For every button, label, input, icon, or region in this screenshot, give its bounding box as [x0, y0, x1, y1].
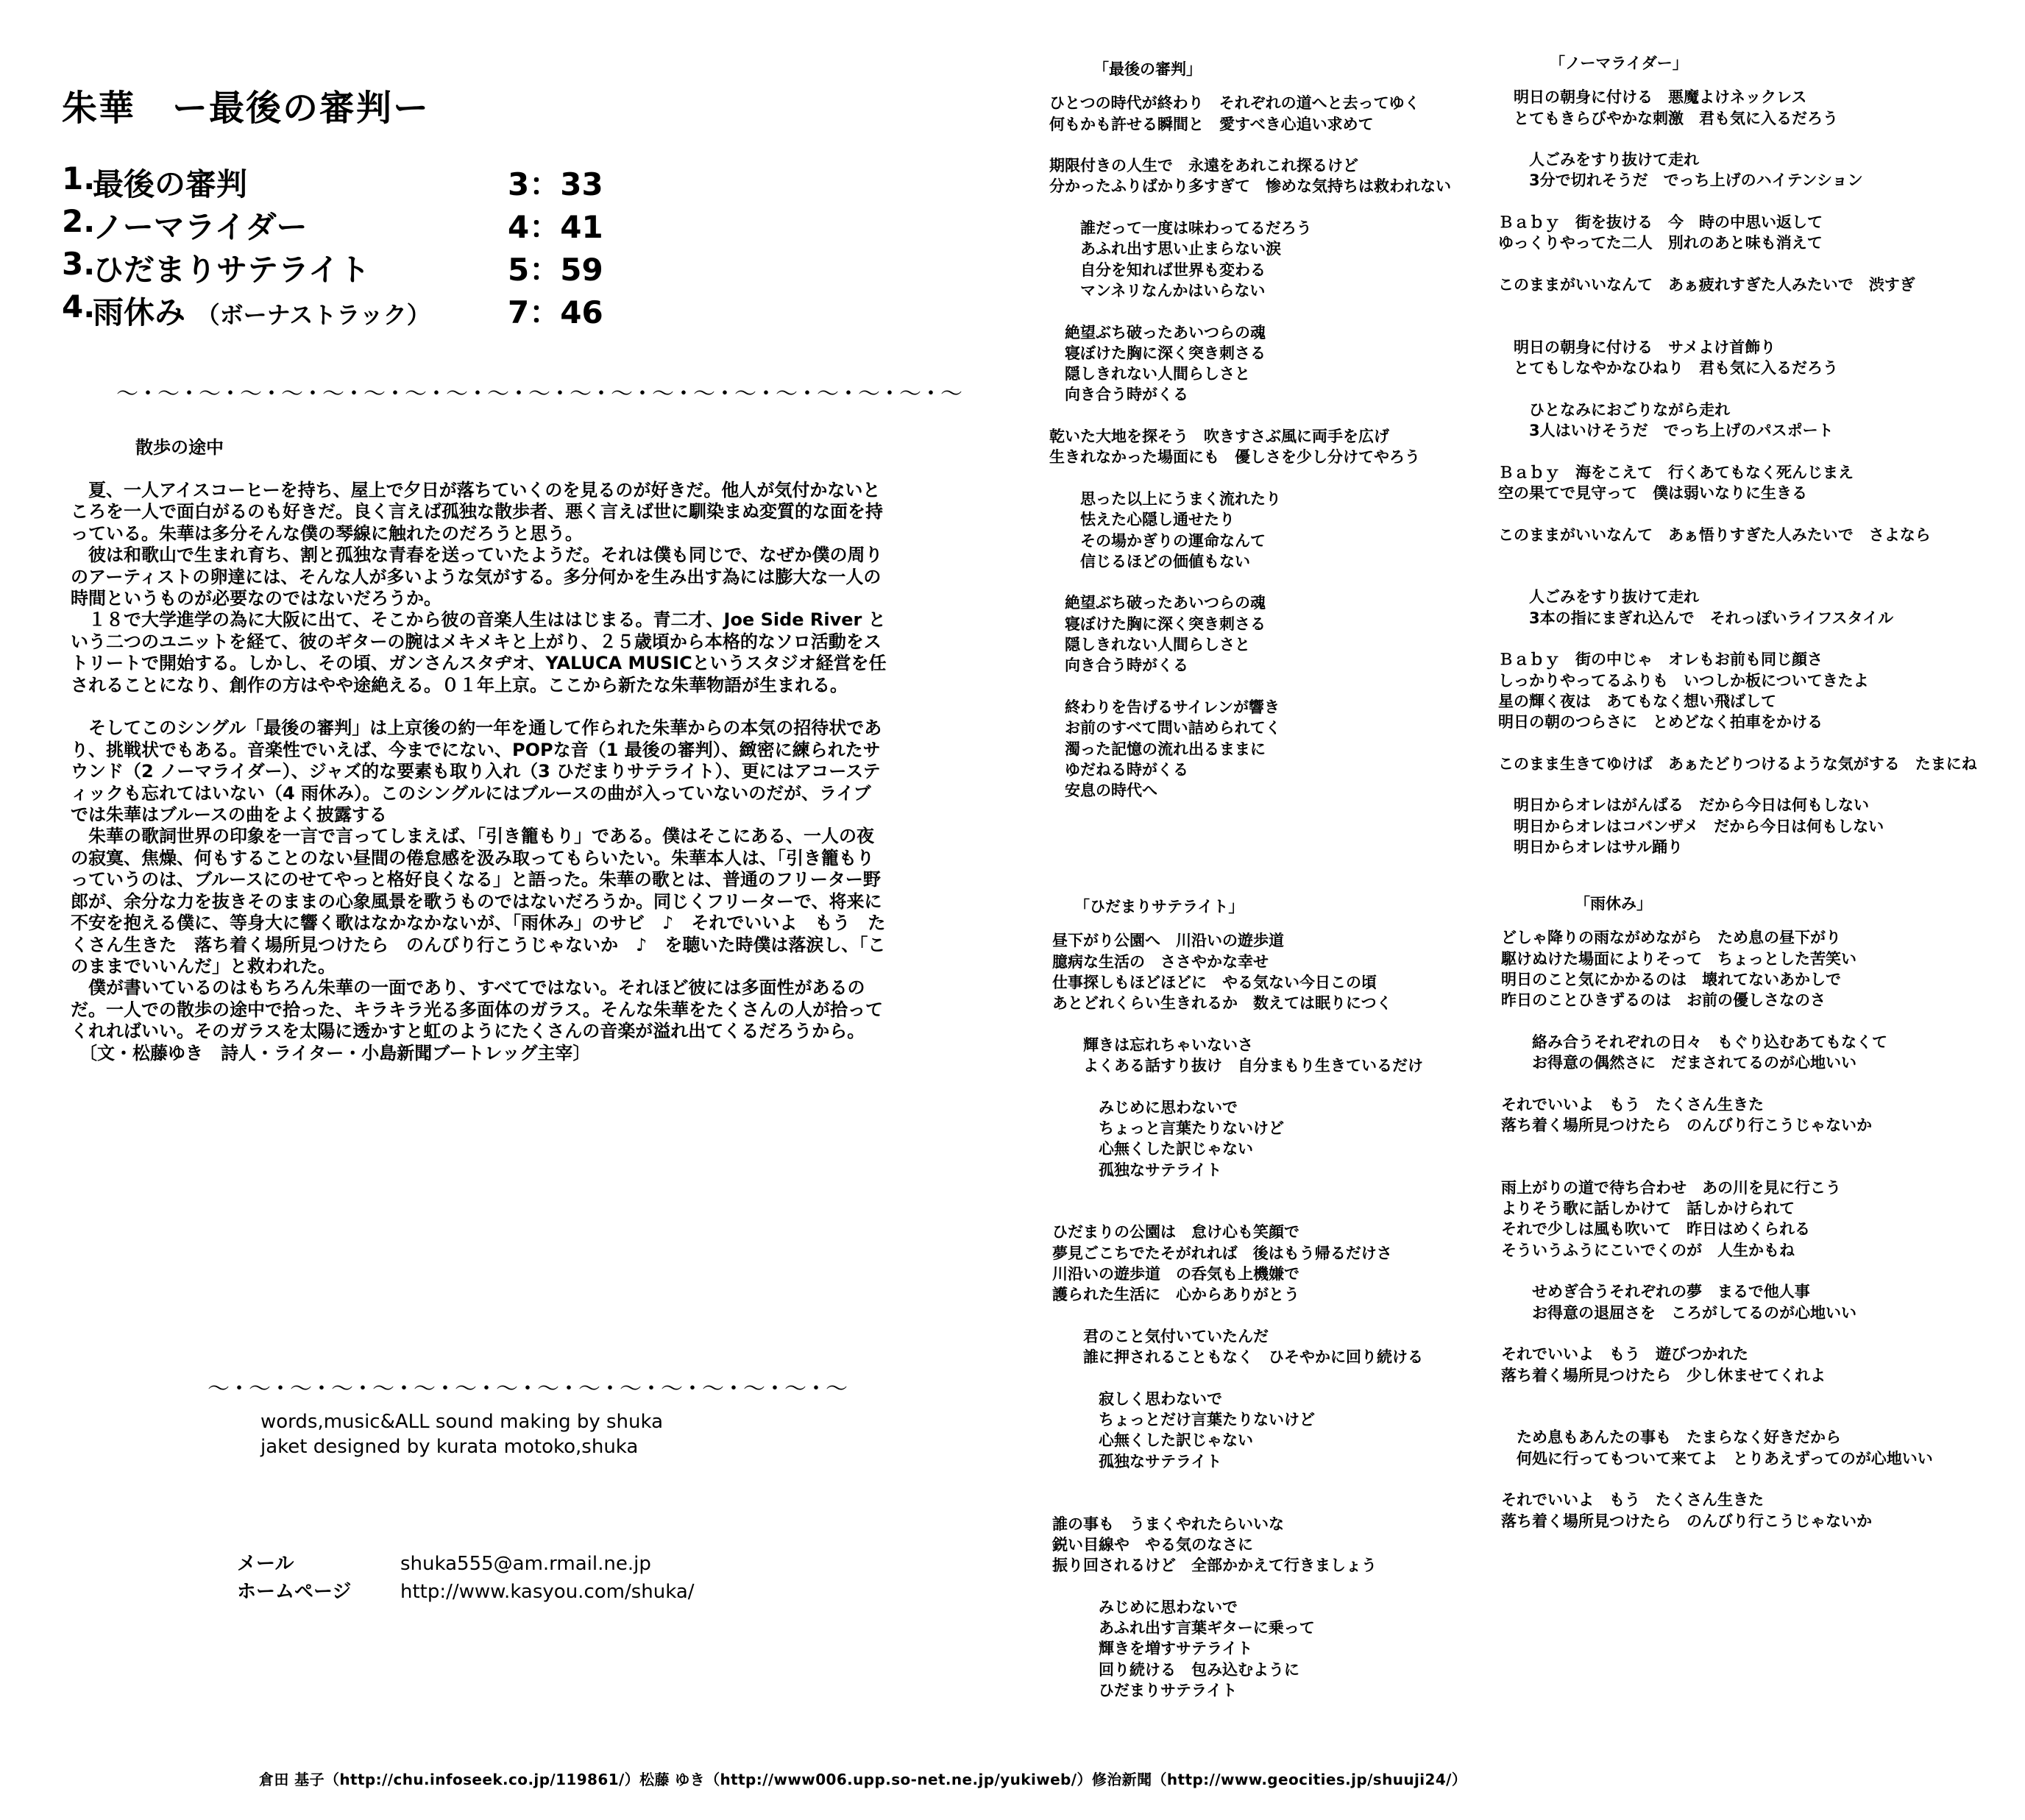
lyric-gap: [1049, 406, 1506, 426]
lyrics-amayasumi: [1501, 893, 2016, 1532]
lyric-line: 昨日のことひきずるのは お前の優しさなのさ: [1501, 991, 1826, 1010]
lyric-line: それで少しは風も吹いて 昨日はめくられる: [1501, 1220, 1810, 1239]
lyric-gap: [1501, 1261, 2016, 1281]
lyric-line: 明日の朝身に付ける 悪魔よけネックレス: [1498, 88, 1807, 107]
lyric-line: 人ごみをすり抜けて走れ: [1498, 588, 1699, 606]
divider-top: ～・～・～・～・～・～・～・～・～・～・～・～・～・～・～・～・～・～・～・～・～: [116, 381, 961, 407]
lyric-gap: [1501, 1010, 2016, 1031]
lyrics-title: 「ノーマライダー」: [1550, 54, 1688, 72]
lyric-line: 明日のこと気にかかるのは 壊れてないあかしで: [1501, 970, 1841, 988]
track-name: 最後の審判: [93, 166, 248, 202]
lyric-line: 3人はいけそうだ でっち上げのパスポート: [1498, 422, 1834, 440]
lyric-gap: [1501, 1073, 2016, 1094]
track-number: 1.: [62, 160, 96, 196]
mail-label: メール: [237, 1553, 294, 1575]
lyric-line: 何処に行ってもついて来てよ とりあえずってのが心地いい: [1501, 1449, 1933, 1467]
lyric-line: 空の果てで見守って 僕は弱いなりに生きる: [1498, 484, 1807, 502]
track-duration: 7：46: [508, 294, 603, 330]
lyric-line: 君のこと気付いていたんだ: [1052, 1327, 1269, 1345]
lyrics-hidamari: [1052, 896, 1508, 1701]
lyric-line: 絶望ぶち破ったあいつらの魂: [1049, 323, 1266, 341]
lyric-line: 期限付きの人生で 永遠をあれこれ探るけど: [1049, 157, 1358, 175]
lyric-line: 明日からオレはコバンザメ だから今日は何もしない: [1498, 817, 1884, 835]
lyric-gap: [1501, 1157, 2016, 1178]
lyric-line: ちょっとだけ言葉たりないけど: [1052, 1411, 1315, 1429]
lyric-line: 絡み合うそれぞれの日々 もぐり込むあてもなくて: [1501, 1033, 1887, 1051]
lyric-line: 落ち着く場所見つけたら のんびり行こうじゃないか: [1501, 1512, 1872, 1530]
lyric-line: 孤独なサテライト: [1052, 1452, 1222, 1470]
lyric-line: しっかりやってるふりも いつしか板についてきたよ: [1498, 671, 1869, 690]
track-name: ノーマライダー: [93, 209, 308, 245]
lyric-gap: [1501, 1386, 2016, 1406]
lyrics-lines: [1501, 927, 2016, 1532]
lyric-line: 落ち着く場所見つけたら 少し休ませてくれよ: [1501, 1366, 1826, 1384]
lyric-gap: [1052, 1076, 1508, 1097]
lyric-gap: [1498, 129, 2013, 149]
lyric-line: あふれ出す思い止まらない涙: [1049, 240, 1281, 258]
lyric-gap: [1049, 135, 1506, 155]
lyrics-normal: [1498, 53, 2013, 857]
lyrics-title: 「最後の審判」: [1093, 60, 1202, 78]
track-item: [62, 246, 606, 288]
lyric-line: 心無くした訳じゃない: [1052, 1431, 1253, 1450]
lyric-line: ちょっと言葉たりないけど: [1052, 1119, 1284, 1137]
lyric-line: 寝ぼけた胸に深く突き刺さる: [1049, 344, 1266, 362]
essay-paragraph: そしてこのシングル「最後の審判」は上京後の約一年を通して作られた朱華からの本気の招待状であり、挑戦状でもある。音楽性でいえば、今までにない、POPな音（1 最後の審判）、緻密に練られたサウンド（2 ノーマライダー）、ジャズ的な要素も取り入れ（3 ひだまりサテライト）、更にはアコースティックも忘れてはいない（4 雨休み）。このシングルにはブルースの曲が入っていないのだが、ライブでは朱華はブルースの曲をよく披露する: [71, 718, 882, 826]
lyric-line: ひだまりサテライト: [1052, 1681, 1238, 1699]
lyric-line: 護られた生活に 心からありがとう: [1052, 1286, 1299, 1304]
essay-paragraph: 僕が書いているのはもちろん朱華の一面であり、すべてではない。それほど彼には多面性があるのだ。一人での散歩の途中で拾った、キラキラ光る多面体のガラス。そんな朱華をたくさんの人が拾ってくれればいい。そのガラスを太陽に透かすと虹のようにたくさんの音楽が溢れ出てくるだろうから。: [71, 977, 883, 1042]
lyric-line: 誰だって一度は味わってるだろう: [1049, 219, 1312, 238]
credit-line: words,music&ALL sound making by shuka: [260, 1411, 664, 1433]
essay-signature: 〔文・松藤ゆき 詩人・ライター・小島新聞ブートレッグ主宰〕: [71, 1042, 591, 1063]
lyric-line: 3分で切れそうだ でっち上げのハイテンション: [1498, 171, 1863, 190]
lyric-line: 振り回されるけど 全部かかえて行きましょう: [1052, 1557, 1377, 1575]
lyric-gap: [1498, 733, 2013, 754]
lyric-line: 怯えた心隠し通せたり: [1049, 511, 1235, 529]
lyric-line: 安息の時代へ: [1049, 782, 1157, 800]
lyric-gap: [1052, 1306, 1508, 1326]
lyric-gap: [1498, 774, 2013, 795]
lyric-line: お得意の退屈さを ころがしてるのが心地いい: [1501, 1303, 1856, 1322]
track-note: （ボーナストラック）: [196, 301, 430, 329]
lyric-line: その場かぎりの運命なんて: [1049, 531, 1266, 550]
lyric-line: せめぎ合うそれぞれの夢 まるで他人事: [1501, 1283, 1810, 1301]
lyric-line: 明日からオレはがんばる だから今日は何もしない: [1498, 796, 1869, 815]
lyric-line: 雨上がりの道で待ち合わせ あの川を見に行こう: [1501, 1178, 1841, 1197]
lyric-line: 誰に押されることもなく ひそやかに回り続ける: [1052, 1348, 1423, 1367]
lyric-line: お得意の偶然さに だまされてるのが心地いい: [1501, 1054, 1856, 1072]
lyric-line: 駆けぬけた場面によりそって ちょっとした苦笑い: [1501, 949, 1856, 968]
track-number: 3.: [62, 246, 96, 282]
lyric-gap: [1501, 1323, 2016, 1344]
lyric-line: よくある話すり抜け 自分まもり生きているだけ: [1052, 1057, 1423, 1075]
lyrics-title: 「雨休み」: [1575, 895, 1652, 913]
lyrics-lines: [1052, 930, 1508, 1701]
lyric-line: このままがいいなんて あぁ悟りすぎた人みたいで さよなら: [1498, 525, 1931, 544]
track-number: 2.: [62, 203, 96, 239]
lyric-gap: [1498, 254, 2013, 275]
lyric-line: それでいいよ もう たくさん生きた: [1501, 1491, 1764, 1509]
lyric-line: 誰の事も うまくやれたらいいな: [1052, 1515, 1284, 1533]
track-number: 4.: [62, 288, 96, 325]
lyric-gap: [1052, 1368, 1508, 1389]
lyric-line: それでいいよ もう たくさん生きた: [1501, 1095, 1764, 1113]
lyric-line: 星の輝く夜は あてもなく想い飛ばして: [1498, 692, 1776, 710]
lyric-line: 何もかも許せる瞬間と 愛すべき心追い求めて: [1049, 115, 1374, 133]
lyrics-saigo: [1049, 59, 1506, 801]
track-name: 雨休み （ボーナストラック）: [93, 294, 430, 330]
lyric-line: このまま生きてゆけば あぁたどりつけるような気がする たまにね: [1498, 754, 1977, 773]
essay-paragraph: １８で大学進学の為に大阪に出て、そこから彼の音楽人生ははじまる。青二才、Joe Side River という二つのユニットを経て、彼のギターの腕はメキメキと上がり、２５歳頃から本格的なソロ活動をストリートで開始する。しかし、その頃、ガンさんスタヂオ、YALUCA MUSICというスタジオ経営を任されることになり、創作の方はやや途絶える。０１年上京。ここから新たな朱華物語が生まれる。: [71, 609, 887, 695]
track-name: ひだまりサテライト: [93, 252, 370, 288]
lyric-line: お前のすべて問い詰められてく: [1049, 719, 1281, 737]
track-list: [62, 160, 606, 331]
lyrics-lines: [1498, 87, 2013, 857]
lyric-line: 人ごみをすり抜けて走れ: [1498, 151, 1699, 169]
credit-line: jaket designed by kurata motoko,shuka: [260, 1436, 639, 1458]
essay-paragraph: 夏、一人アイスコーヒーを持ち、屋上で夕日が落ちていくのを見るのが好きだ。他人が気付かないところを一人で面白がるのも好きだ。良く言えば孤独な散歩者、悪く言えば世に馴染まぬ変質的な面を持っている。朱華は多分そんな僕の琴線に触れたのだろうと思う。: [71, 480, 883, 544]
lyric-line: ひとなみにおごりながら走れ: [1498, 400, 1730, 419]
lyric-line: 自分を知れば世界も変わる: [1049, 261, 1266, 279]
lyric-gap: [1498, 378, 2013, 399]
lyric-line: Ｂａｂｙ 街を抜ける 今 時の中思い返して: [1498, 213, 1823, 232]
lyric-gap: [1498, 545, 2013, 566]
contact-info: [237, 1550, 695, 1606]
lyric-line: 乾いた大地を探そう 吹きすさぶ風に両手を広げ: [1049, 428, 1389, 446]
track-item: [62, 288, 606, 331]
lyric-gap: [1498, 316, 2013, 337]
lyric-gap: [1049, 301, 1506, 322]
lyric-line: 落ち着く場所見つけたら のんびり行こうじゃないか: [1501, 1116, 1872, 1134]
lyric-line: それでいいよ もう 遊びつかれた: [1501, 1345, 1748, 1364]
lyric-gap: [1052, 1201, 1508, 1222]
lyric-line: マンネリなんかはいらない: [1049, 281, 1266, 300]
lyric-gap: [1498, 191, 2013, 212]
lyric-line: 孤独なサテライト: [1052, 1161, 1222, 1179]
lyric-gap: [1052, 1472, 1508, 1493]
lyric-line: ひだまりの公園は 怠け心も笑顔で: [1052, 1223, 1299, 1242]
essay-paragraph: 彼は和歌山で生まれ育ち、割と孤独な青春を送っていたようだ。それは僕も同じで、なぜか僕の周りのアーティストの卵達には、そんな人が多いような気がする。多分何かを生み出す為には膨大な一人の時間というものが必要なのではないだろうか。: [71, 545, 883, 609]
lyric-gap: [1049, 468, 1506, 489]
lyric-line: 鋭い目線や やる気のなさに: [1052, 1535, 1253, 1554]
lyric-gap: [1498, 295, 2013, 316]
track-duration: 4：41: [508, 209, 603, 245]
lyric-line: ゆだねる時がくる: [1049, 760, 1188, 779]
lyric-line: 明日からオレはサル踊り: [1498, 838, 1683, 856]
lyric-line: 向き合う時がくる: [1049, 656, 1188, 675]
track-duration: 3：33: [508, 166, 603, 202]
lyric-line: よりそう歌に話しかけて 話しかけられて: [1501, 1200, 1795, 1218]
track-item: [62, 203, 606, 246]
lyric-gap: [1052, 1180, 1508, 1201]
lyric-line: 寂しく思わないで: [1052, 1389, 1222, 1408]
lyric-line: このままがいいなんて あぁ疲れすぎた人みたいで 渋すぎ: [1498, 275, 1915, 294]
lyric-gap: [1052, 1576, 1508, 1597]
lyric-line: 回り続ける 包み込むように: [1052, 1660, 1299, 1679]
lyric-line: 3本の指にまぎれ込んで それっぽいライフスタイル: [1498, 609, 1894, 627]
lyric-line: ため息もあんたの事も たまらなく好きだから: [1501, 1428, 1841, 1447]
lyric-gap: [1049, 197, 1506, 218]
essay-spacer: [71, 696, 887, 718]
track-item: [62, 160, 606, 203]
lyric-gap: [1501, 1136, 2016, 1156]
lyrics-title: 「ひだまりサテライト」: [1074, 898, 1244, 916]
lyric-line: とてもしなやかなひねり 君も気に入るだろう: [1498, 359, 1838, 378]
lyric-line: 夢見ごこちでたそがれれば 後はもう帰るだけさ: [1052, 1244, 1392, 1262]
divider-bottom: ～・～・～・～・～・～・～・～・～・～・～・～・～・～・～・～: [208, 1376, 846, 1402]
lyric-line: みじめに思わないで: [1052, 1098, 1238, 1116]
lyric-line: 思った以上にうまく流れたり: [1049, 489, 1281, 508]
lyric-line: Ｂａｂｙ 街の中じゃ オレもお前も同じ顔さ: [1498, 651, 1823, 669]
homepage-url[interactable]: http://www.kasyou.com/shuka/: [400, 1581, 695, 1603]
lyric-line: 信じるほどの価値もない: [1049, 552, 1250, 570]
lyric-line: とてもきらびやかな刺激 君も気に入るだろう: [1498, 109, 1838, 127]
lyric-line: 分かったふりばかり多すぎて 惨めな気持ちは救われない: [1049, 177, 1451, 196]
lyric-line: 昼下がり公園へ 川沿いの遊歩道: [1052, 932, 1284, 950]
mail-address[interactable]: shuka555@am.rmail.ne.jp: [400, 1553, 651, 1575]
lyric-line: 終わりを告げるサイレンが響き: [1049, 698, 1280, 716]
lyric-gap: [1052, 1493, 1508, 1513]
lyric-gap: [1498, 566, 2013, 587]
track-duration: 5：59: [508, 252, 603, 288]
lyric-line: 心無くした訳じゃない: [1052, 1140, 1253, 1158]
lyric-line: 向き合う時がくる: [1049, 386, 1188, 404]
lyric-line: 隠しきれない人間らしさと: [1049, 365, 1250, 383]
essay-heading: 散歩の途中: [135, 437, 224, 458]
lyric-line: 濁った記憶の流れ出るままに: [1049, 740, 1266, 758]
lyric-gap: [1501, 1406, 2016, 1427]
page-title: 朱華 ー最後の審判ー: [62, 88, 430, 129]
lyric-line: 明日の朝のつらさに とめどなく拍車をかける: [1498, 713, 1823, 732]
lyric-gap: [1498, 503, 2013, 524]
lyric-line: 明日の朝身に付ける サメよけ首飾り: [1498, 338, 1776, 356]
lyric-line: 寝ぼけた胸に深く突き刺さる: [1049, 615, 1266, 633]
credits: [260, 1409, 663, 1459]
lyric-gap: [1049, 572, 1506, 592]
lyric-line: 輝きは忘れちゃいないさ: [1052, 1035, 1253, 1054]
lyric-line: 仕事探しもほどほどに やる気ない今日この頃: [1052, 973, 1377, 991]
lyric-line: そういうふうにこいでくのが 人生かもね: [1501, 1241, 1795, 1259]
lyric-line: ひとつの時代が終わり それぞれの道へと去ってゆく: [1049, 94, 1420, 113]
lyric-line: Ｂａｂｙ 海をこえて 行くあてもなく死んじまえ: [1498, 463, 1854, 481]
essay-body: [71, 480, 887, 1064]
lyric-line: 生きれなかった場面にも 優しさを少し分けてやろう: [1049, 448, 1420, 467]
footer-links: 倉田 基子（http://chu.infoseek.co.jp/119861/）松藤 ゆき（http://www006.upp.so-net.ne.jp/yukiweb/）修治新聞（http://www.geocities.jp/shuuji24/）: [259, 1771, 1467, 1788]
lyric-gap: [1049, 676, 1506, 697]
lyric-line: ゆっくりやってた二人 別れのあと味も消えて: [1498, 234, 1823, 252]
lyric-gap: [1498, 441, 2013, 461]
lyric-line: どしゃ降りの雨ながめながら ため息の昼下がり: [1501, 929, 1841, 947]
lyric-line: 隠しきれない人間らしさと: [1049, 636, 1250, 654]
lyric-line: 絶望ぶち破ったあいつらの魂: [1049, 594, 1266, 612]
lyric-gap: [1052, 1013, 1508, 1034]
lyric-line: 輝きを増すサテライト: [1052, 1640, 1253, 1658]
lyric-gap: [1501, 1469, 2016, 1490]
lyric-line: 臆病な生活の ささやかな幸せ: [1052, 952, 1269, 971]
lyric-line: あふれ出す言葉ギターに乗って: [1052, 1619, 1315, 1637]
homepage-label: ホームページ: [237, 1581, 352, 1603]
lyric-line: みじめに思わないで: [1052, 1598, 1238, 1616]
essay-paragraph: 朱華の歌詞世界の印象を一言で言ってしまえば、「引き籠もり」である。僕はそこにある、一人の夜の寂寞、焦燥、何もすることのない昼間の倦怠感を汲み取ってもらいたい。朱華本人は、「引き籠もりっていうのは、ブルースにのせてやっと格好良くなる」と語った。朱華の歌とは、普通のフリーター野郎が、余分な力を抜きそのままの心象風景を歌うものではないだろうか。同じくフリーターで、将来に不安を抱える僕に、等身大に響く歌はなかなかないが、「雨休み」のサビ ♪ それでいいよ もう たくさん生きた 落ち着く場所見つけたら のんびり行こうじゃないか ♪ を聴いた時僕は落涙し、「このままでいいんだ」と救われた。: [71, 826, 886, 977]
lyric-line: 川沿いの遊歩道 の呑気も上機嫌で: [1052, 1265, 1299, 1283]
lyric-gap: [1498, 628, 2013, 649]
lyric-line: あとどれくらい生きれるか 数えては眠りにつく: [1052, 994, 1392, 1013]
lyrics-lines: [1049, 93, 1506, 801]
